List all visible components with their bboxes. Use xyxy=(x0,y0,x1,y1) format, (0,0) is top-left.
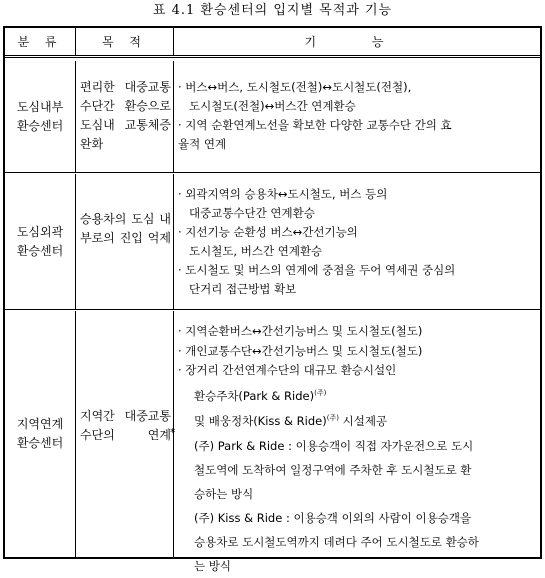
function-line: 율적 연계 xyxy=(178,137,227,151)
purpose-cell xyxy=(76,174,174,309)
purpose-text: 편리한 대중교통수단간 환승으로 도심내 교통체증 완화 xyxy=(80,80,171,151)
purpose-text: 지역간 대중교통수단의 연계 xyxy=(80,409,171,442)
category-cell xyxy=(5,311,76,557)
function-line: · 도시철도 및 버스의 연계에 중점을 두어 역세권 중심의 xyxy=(178,263,456,277)
function-text: 및 배웅정차(Kiss & Ride) xyxy=(194,413,327,428)
function-line: 철도역에 도착하여 일정구역에 주차한 후 도시철도로 환 xyxy=(194,463,472,478)
function-line xyxy=(178,381,536,406)
table-caption: 표 4.1 환승센터의 입지별 목적과 기능 xyxy=(152,3,393,18)
transfer-center-table xyxy=(3,26,542,574)
category-line: 도심내부 xyxy=(16,99,64,114)
function-line: · 지역순환버스↔간선기능버스 및 도시철도(철도) xyxy=(178,324,423,338)
table-row xyxy=(5,61,540,173)
purpose-text: 승용차의 도심 내부로의 진입 억제 xyxy=(80,212,171,245)
category-line: 환승센터 xyxy=(16,243,64,258)
function-text: 환승주차(Park & Ride) xyxy=(194,388,315,403)
function-line: 는 방식 xyxy=(194,559,231,574)
category-line: 환승센터 xyxy=(16,118,64,133)
category-cell xyxy=(5,61,76,172)
header-category: 분 류 xyxy=(5,28,76,55)
category-cell xyxy=(5,174,76,309)
function-line: 도시철도, 버스간 연계환승 xyxy=(189,244,323,258)
purpose-cell xyxy=(76,61,174,172)
function-cell xyxy=(170,311,540,574)
function-line: 도시철도(전철)↔버스간 연계환승 xyxy=(189,99,356,113)
function-line: (주) Kiss & Ride : 이용승객 이외의 사람이 이용승객을 xyxy=(194,511,472,526)
function-line xyxy=(178,406,536,431)
function-line: · 버스↔버스, 도시철도(전철)↔도시철도(전철), xyxy=(178,80,412,94)
function-line: 대중교통수단간 연계환승 xyxy=(189,206,315,220)
note-mark: (주) xyxy=(326,413,339,422)
function-cell xyxy=(174,61,540,172)
function-line: · 장거리 간선연계수단의 대규모 환승시설인 xyxy=(178,363,397,377)
note-mark: (주) xyxy=(314,388,327,397)
header-purpose: 목 적 xyxy=(76,28,174,55)
table-header-row xyxy=(5,28,540,58)
function-line: · 외곽지역의 승용차↔도시철도, 버스 등의 xyxy=(178,187,388,201)
function-line: 단거리 접근방법 확보 xyxy=(189,282,297,296)
function-line: (주) Park & Ride : 이용승객이 직접 자가운전으로 도시 xyxy=(194,439,474,454)
function-line: · 지선기능 순환성 버스↔간선기능의 xyxy=(178,225,358,239)
purpose-cell xyxy=(76,311,174,557)
function-line: 승용차로 도시철도역까지 데려다 주어 도시철도로 환승하 xyxy=(194,535,479,550)
category-line: 지역연계 xyxy=(16,417,64,431)
function-cell xyxy=(174,174,540,309)
header-function: 기 능 xyxy=(304,35,410,49)
table-row xyxy=(5,174,540,310)
function-line: 승하는 방식 xyxy=(194,487,254,502)
asterisk-mark: * xyxy=(170,426,176,439)
table-row xyxy=(5,311,540,574)
category-line: 도심외곽 xyxy=(16,224,64,239)
function-line: · 개인교통수단↔간선기능버스 및 도시철도(철도) xyxy=(178,343,423,358)
function-text: 시설제공 xyxy=(338,413,388,428)
category-line: 환승센터 xyxy=(16,436,64,450)
function-line: · 지역 순환연계노선을 확보한 다양한 교통수단 간의 효 xyxy=(178,118,452,132)
